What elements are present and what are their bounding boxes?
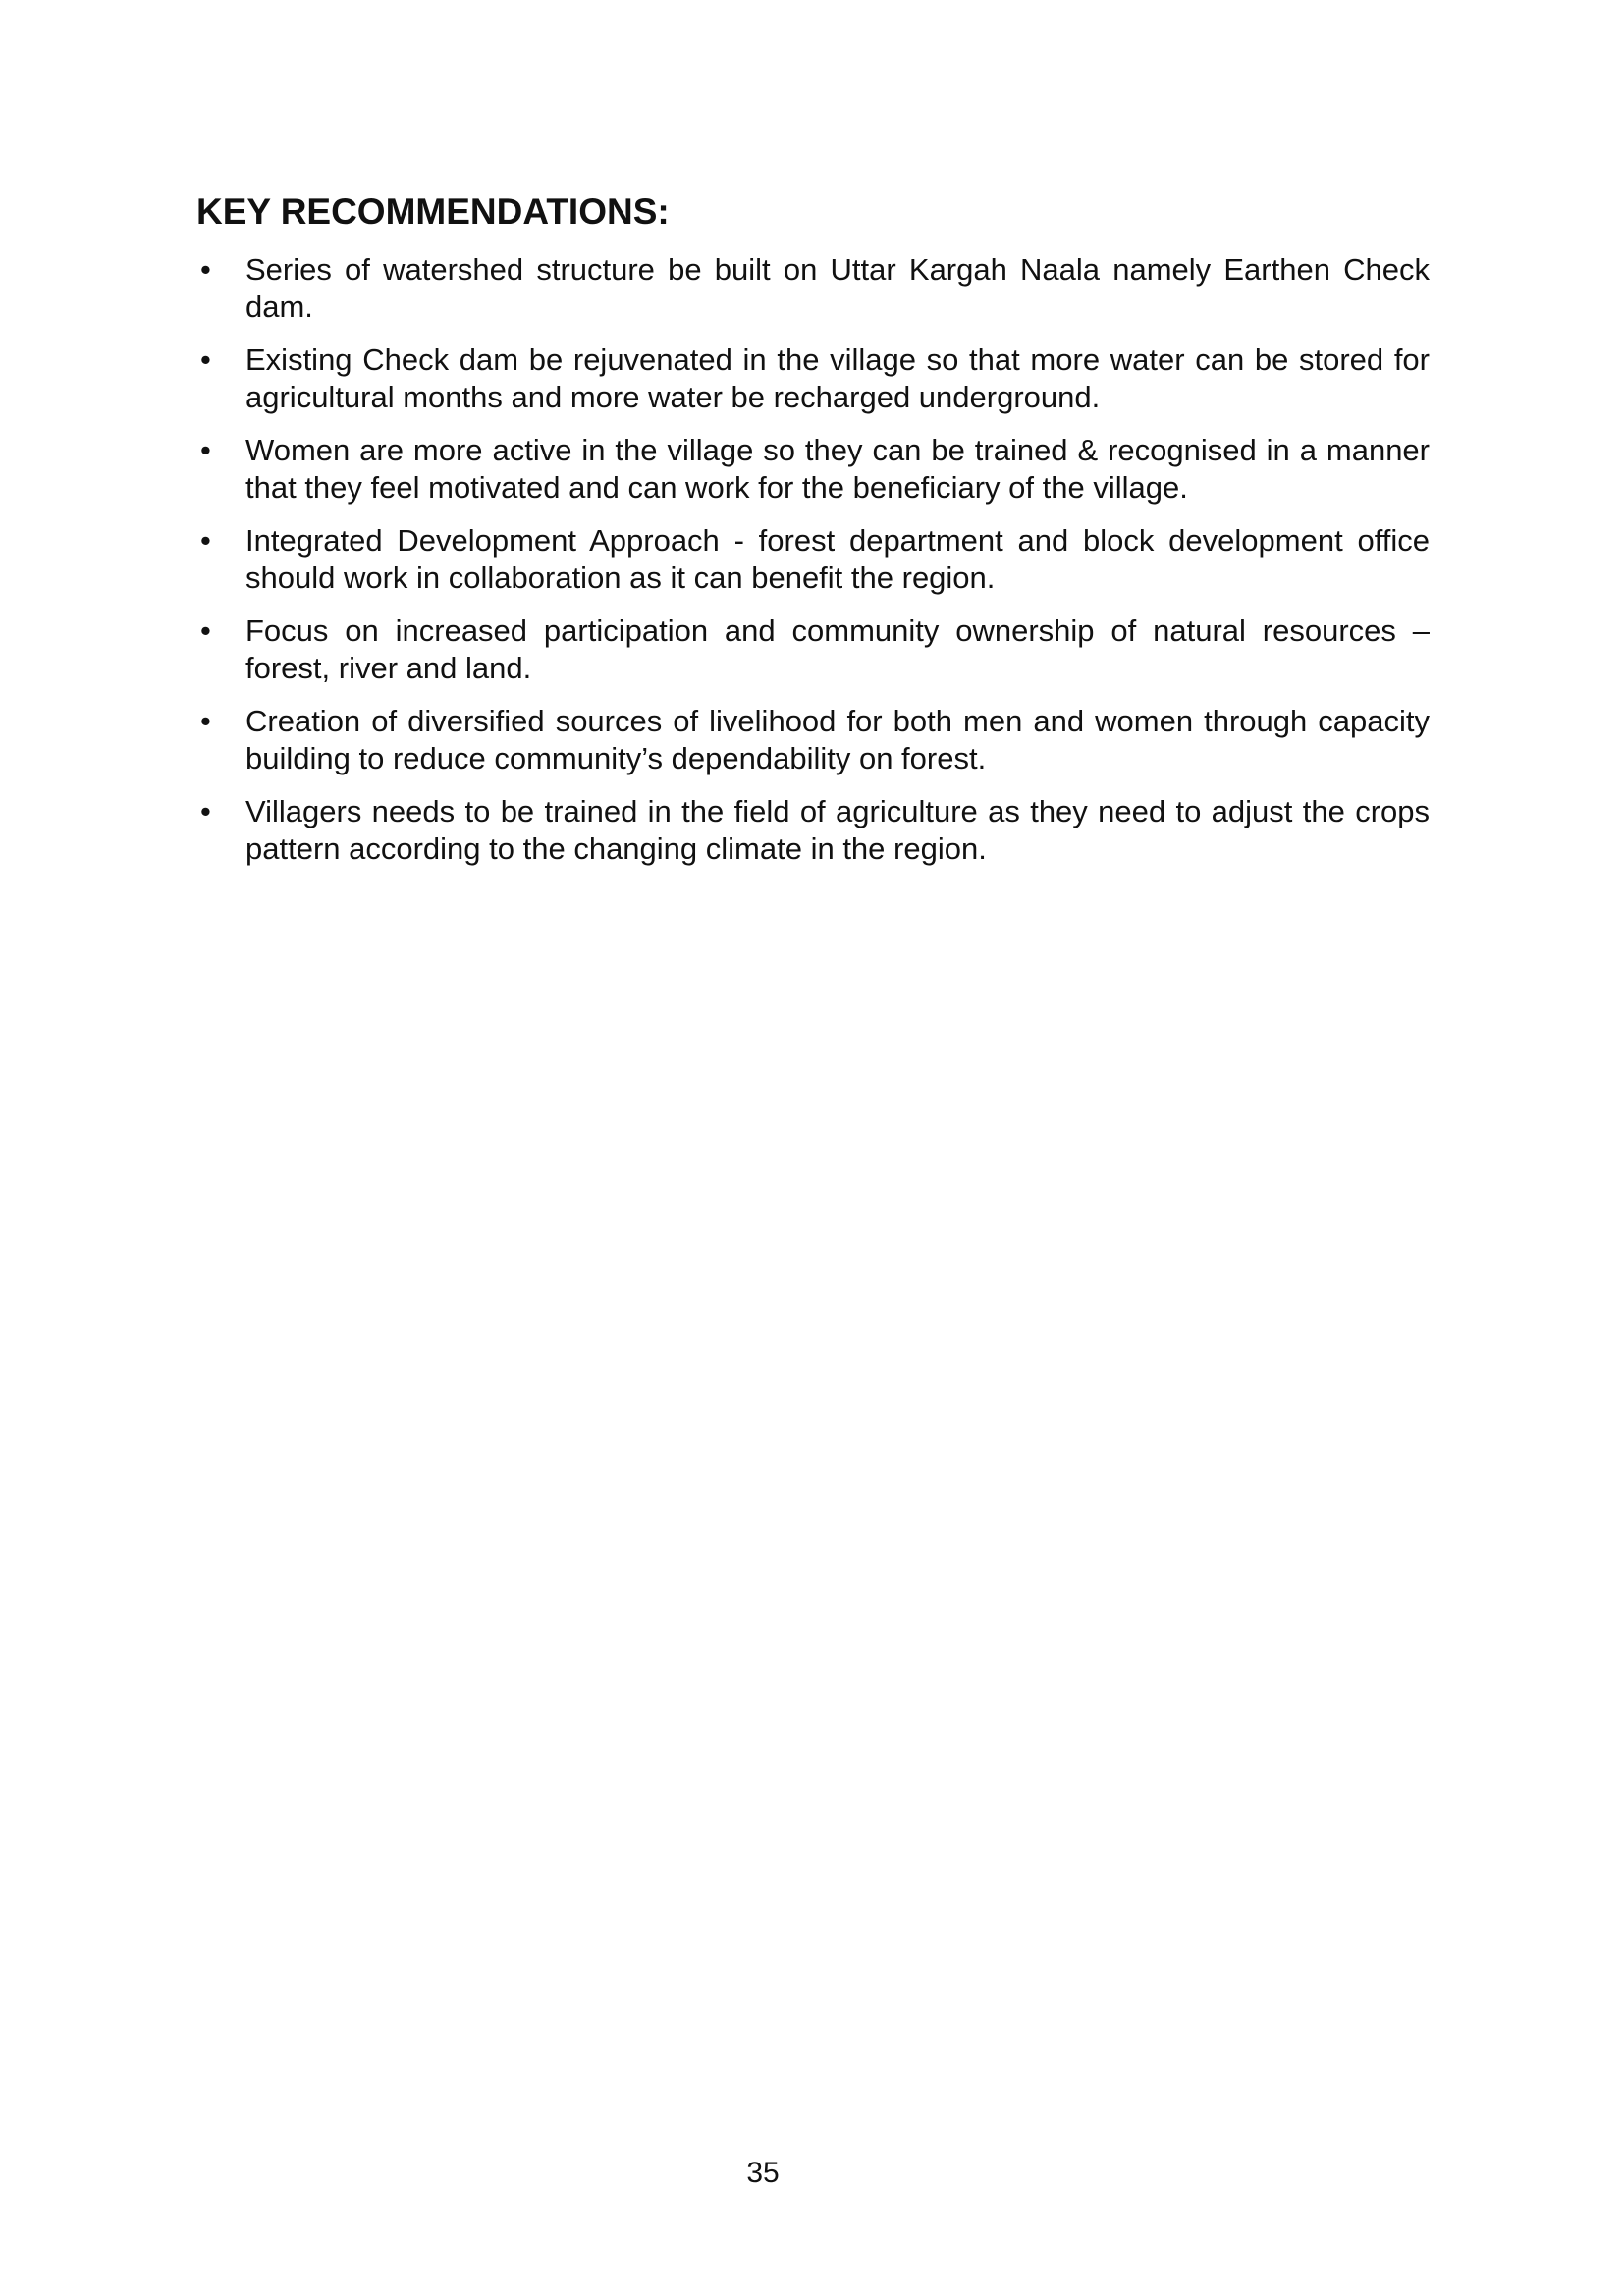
recommendation-text: Existing Check dam be rejuvenated in the village so that more water can be stored for agricultural months and more water be recharged underground. <box>245 343 1430 414</box>
recommendation-text: Villagers needs to be trained in the field of agriculture as they need to adjust the crops pattern according to the changing climate in the region. <box>245 794 1430 866</box>
page-footer <box>0 2156 1526 2191</box>
recommendation-text: Creation of diversified sources of livelihood for both men and women through capacity building to reduce community’s dependability on forest. <box>245 704 1430 775</box>
list-item <box>196 522 1430 597</box>
recommendation-text: Focus on increased participation and community ownership of natural resources – forest, river and land. <box>245 614 1430 685</box>
section-heading: KEY RECOMMENDATIONS: <box>196 191 670 232</box>
bullet-icon: • <box>200 433 211 467</box>
list-item <box>196 613 1430 687</box>
recommendation-text: Series of watershed structure be built on Uttar Kargah Naala namely Earthen Check dam. <box>245 252 1430 324</box>
recommendation-text: Women are more active in the village so they can be trained & recognised in a manner that they feel motivated and can work for the beneficiary of the village. <box>245 433 1430 505</box>
list-item <box>196 251 1430 326</box>
list-item <box>196 703 1430 777</box>
bullet-icon: • <box>200 704 211 738</box>
recommendations-section <box>196 190 1430 868</box>
bullet-icon: • <box>200 343 211 377</box>
bullet-icon: • <box>200 794 211 828</box>
bullet-icon: • <box>200 252 211 287</box>
list-item <box>196 432 1430 507</box>
recommendation-text: Integrated Development Approach - forest department and block development office should work in collaboration as it can benefit the region. <box>245 523 1430 595</box>
bullet-icon: • <box>200 523 211 558</box>
page-number: 35 <box>746 2157 780 2189</box>
bullet-icon: • <box>200 614 211 648</box>
list-item <box>196 793 1430 868</box>
recommendations-list <box>196 251 1430 868</box>
list-item <box>196 342 1430 416</box>
